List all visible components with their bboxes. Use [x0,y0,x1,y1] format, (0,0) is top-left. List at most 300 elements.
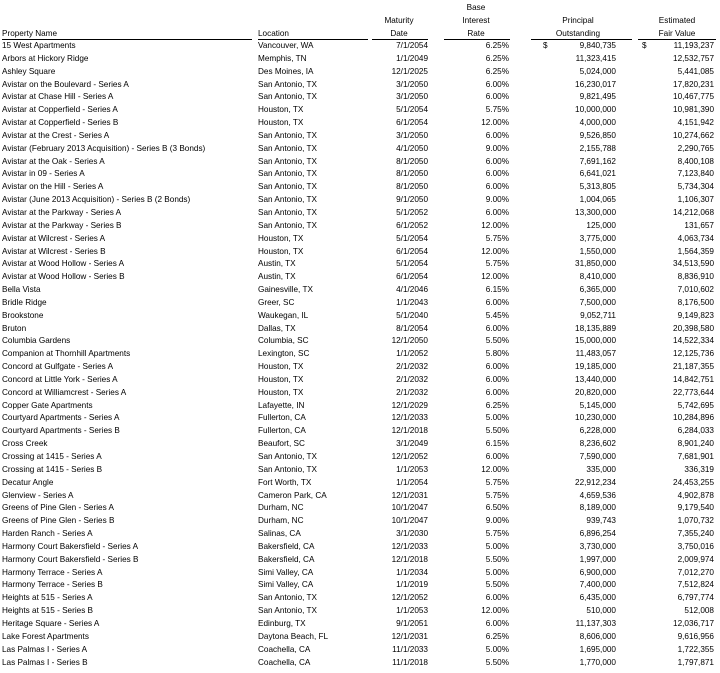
fair-value-cell: 14,212,068 [673,207,714,217]
table-row [0,220,720,233]
property-name-cell: Harmony Terrace - Series A [2,567,103,577]
fair-value-cell: 1,797,871 [677,657,714,667]
table-row [0,605,720,618]
property-name-cell: Columbia Gardens [2,336,71,346]
location-cell: Simi Valley, CA [258,567,314,577]
location-cell: Austin, TX [258,272,296,282]
fair-value-cell: 17,820,231 [673,79,714,89]
maturity-date-cell: 7/1/2054 [396,41,428,50]
table-row [0,143,720,156]
maturity-date-cell: 9/1/2050 [396,195,428,205]
fair-value-cell: 7,123,840 [677,169,714,179]
property-name-cell: Avistar at Wood Hollow - Series B [2,272,125,282]
property-name-cell: Greens of Pine Glen - Series B [2,516,115,526]
maturity-date-cell: 2/1/2032 [396,374,428,384]
property-name-cell: Glenview - Series A [2,490,74,500]
header-location [258,0,368,40]
fair-value-cell: 5,734,304 [677,182,714,192]
fair-value-cell: 2,009,974 [677,554,714,564]
location-cell: Houston, TX [258,362,304,372]
location-cell: Houston, TX [258,118,304,128]
table-row [0,528,720,541]
location-cell: Waukegan, IL [258,310,309,320]
principal-cell: 31,850,000 [575,259,616,269]
table-row [0,631,720,644]
fair-value-cell: 7,010,602 [677,285,714,295]
header-principal-outstanding [528,0,628,40]
principal-cell: 1,997,000 [579,554,616,564]
table-row [0,387,720,400]
location-cell: Gainesville, TX [258,285,313,295]
fair-value-cell: 14,842,751 [673,374,714,384]
principal-cell: 3,730,000 [579,541,616,551]
interest-rate-cell: 6.00% [485,374,509,384]
principal-cell: 6,365,000 [579,285,616,295]
maturity-date-cell: 6/1/2054 [396,246,428,256]
property-name-cell: Avistar at Copperfield - Series B [2,118,119,128]
property-name-cell: Harmony Court Bakersfield - Series A [2,541,139,551]
fair-value-cell: 8,901,240 [677,439,714,449]
principal-cell: 1,004,065 [579,195,616,205]
principal-cell: 5,024,000 [579,66,616,76]
header-base-interest-rate [444,0,508,40]
interest-rate-cell: 6.00% [485,323,509,333]
fair-value-cell: 1,564,359 [677,246,714,256]
property-name-cell: Decatur Angle [2,477,54,487]
interest-rate-cell: 5.80% [485,349,509,359]
maturity-date-cell: 1/1/2053 [396,464,428,474]
table-row [0,323,720,336]
property-name-cell: Companion at Thornhill Apartments [2,349,131,359]
table-row [0,181,720,194]
interest-rate-cell: 6.15% [485,439,509,449]
table-row [0,579,720,592]
principal-cell: 6,228,000 [579,426,616,436]
fair-value-cell: 1,106,307 [677,195,714,205]
maturity-date-cell: 12/1/2029 [391,400,428,410]
maturity-date-cell: 5/1/2054 [396,105,428,115]
location-cell: Des Moines, IA [258,66,314,76]
fair-value-cell: 1,070,732 [677,516,714,526]
header-line: Estimated [658,16,696,25]
maturity-date-cell: 12/1/2050 [391,336,428,346]
principal-cell: 510,000 [586,606,616,616]
principal-cell: 20,820,000 [575,387,616,397]
property-name-cell: Avistar at Chase Hill - Series A [2,92,114,102]
maturity-date-cell: 12/1/2031 [391,631,428,641]
maturity-date-cell: 12/1/2033 [391,413,428,423]
interest-rate-cell: 5.50% [485,336,509,346]
property-name-cell: Arbors at Hickory Ridge [2,53,89,63]
fair-value-cell: 22,773,644 [673,387,714,397]
location-cell: Edinburg, TX [258,618,306,628]
maturity-date-cell: 12/1/2025 [391,66,428,76]
interest-rate-cell: 9.00% [485,143,509,153]
maturity-date-cell: 5/1/2052 [396,207,428,217]
table-row [0,592,720,605]
property-name-cell: Las Palmas I - Series B [2,657,88,667]
maturity-date-cell: 8/1/2050 [396,182,428,192]
table-row [0,53,720,66]
table-row [0,104,720,117]
interest-rate-cell: 6.00% [485,92,509,102]
table-row [0,412,720,425]
fair-value-cell: 24,453,255 [673,477,714,487]
maturity-date-cell: 3/1/2050 [396,92,428,102]
interest-rate-cell: 6.00% [485,169,509,179]
principal-cell: 9,821,495 [579,92,616,102]
interest-rate-cell: 6.25% [485,400,509,410]
maturity-date-cell: 5/1/2040 [396,310,428,320]
table-row [0,451,720,464]
maturity-date-cell: 1/1/2052 [396,349,428,359]
fair-value-cell: 14,522,334 [673,336,714,346]
table-row [0,502,720,515]
principal-cell: 3,775,000 [579,233,616,243]
maturity-date-cell: 12/1/2052 [391,593,428,603]
maturity-date-cell: 1/1/2034 [396,567,428,577]
principal-cell: 7,400,000 [579,580,616,590]
location-cell: San Antonio, TX [258,169,318,179]
location-cell: Fort Worth, TX [258,477,312,487]
header-property-name [2,0,252,40]
maturity-date-cell: 1/1/2054 [396,477,428,487]
location-cell: Houston, TX [258,233,304,243]
location-cell: Cameron Park, CA [258,490,327,500]
principal-cell: 1,550,000 [579,246,616,256]
location-cell: San Antonio, TX [258,207,318,217]
interest-rate-cell: 5.75% [485,529,509,539]
principal-cell: 15,000,000 [575,336,616,346]
property-name-cell: Copper Gate Apartments [2,400,93,410]
property-name-cell: Bruton [2,323,27,333]
interest-rate-cell: 6.00% [485,156,509,166]
location-cell: San Antonio, TX [258,220,318,230]
table-row [0,258,720,271]
location-cell: Houston, TX [258,105,304,115]
maturity-date-cell: 12/1/2033 [391,541,428,551]
principal-cell: 1,770,000 [579,657,616,667]
property-name-cell: Ashley Square [2,66,56,76]
fair-value-cell: 8,836,910 [677,272,714,282]
principal-cell: 11,323,415 [575,53,616,63]
principal-cell: 6,900,000 [579,567,616,577]
interest-rate-cell: 6.00% [485,452,509,461]
maturity-date-cell: 3/1/2050 [396,79,428,89]
table-row [0,567,720,580]
property-name-cell: Greens of Pine Glen - Series A [2,503,114,513]
principal-cell: 9,526,850 [579,130,616,140]
location-cell: San Antonio, TX [258,452,318,461]
maturity-date-cell: 9/1/2051 [396,618,428,628]
maturity-date-cell: 2/1/2032 [396,387,428,397]
fair-value-cell: 34,513,590 [673,259,714,269]
interest-rate-cell: 12.00% [481,464,509,474]
fair-value-cell: 12,036,717 [673,618,714,628]
principal-cell: 6,896,254 [579,529,616,539]
fair-value-cell: 4,902,878 [677,490,714,500]
principal-cell: 8,410,000 [579,272,616,282]
fair-value-cell: 12,532,757 [673,53,714,63]
location-cell: San Antonio, TX [258,182,318,192]
table-row [0,168,720,181]
location-cell: San Antonio, TX [258,92,318,102]
property-name-cell: Concord at Williamcrest - Series A [2,387,127,397]
location-cell: Austin, TX [258,259,296,269]
table-row [0,79,720,92]
interest-rate-cell: 5.00% [485,567,509,577]
fair-value-cell: 9,179,540 [677,503,714,513]
interest-rate-cell: 6.00% [485,362,509,372]
maturity-date-cell: 8/1/2054 [396,323,428,333]
table-row [0,361,720,374]
interest-rate-cell: 6.15% [485,285,509,295]
location-cell: San Antonio, TX [258,195,318,205]
interest-rate-cell: 5.45% [485,310,509,320]
maturity-date-cell: 8/1/2050 [396,156,428,166]
principal-cell: 19,185,000 [575,362,616,372]
interest-rate-cell: 6.25% [485,66,509,76]
location-cell: San Antonio, TX [258,606,318,616]
principal-cell: 10,230,000 [575,413,616,423]
property-name-cell: Heritage Square - Series A [2,618,100,628]
location-cell: Durham, NC [258,503,304,513]
location-cell: Fullerton, CA [258,426,306,436]
location-cell: Salinas, CA [258,529,301,539]
location-cell: Simi Valley, CA [258,580,314,590]
property-name-cell: Courtyard Apartments - Series B [2,426,120,436]
principal-cell: 4,659,536 [579,490,616,500]
maturity-date-cell: 12/1/2052 [391,452,428,461]
location-cell: San Antonio, TX [258,143,318,153]
maturity-date-cell: 12/1/2018 [391,426,428,436]
principal-cell: 9,052,711 [580,310,616,320]
location-cell: Daytona Beach, FL [258,631,329,641]
property-name-cell: Crossing at 1415 - Series B [2,464,103,474]
property-name-cell: Avistar at Wood Hollow - Series A [2,259,125,269]
interest-rate-cell: 5.50% [485,426,509,436]
maturity-date-cell: 11/1/2033 [392,644,428,654]
fair-value-cell: 6,284,033 [677,426,714,436]
fair-value-cell: 7,012,270 [677,567,714,577]
header-line: Property Name [2,29,58,38]
location-cell: Bakersfield, CA [258,554,315,564]
location-cell: Lafayette, IN [258,400,305,410]
table-row [0,156,720,169]
location-cell: Lexington, SC [258,349,310,359]
table-row [0,194,720,207]
interest-rate-cell: 6.00% [485,79,509,89]
principal-cell: 8,606,000 [579,631,616,641]
table-row [0,541,720,554]
table-row [0,374,720,387]
principal-cell: 6,641,021 [579,169,616,179]
table-row [0,130,720,143]
header-line: Principal [562,16,594,25]
interest-rate-cell: 9.00% [485,195,509,205]
table-row [0,348,720,361]
interest-rate-cell: 5.50% [485,657,509,667]
fair-value-cell: 4,063,734 [677,233,714,243]
interest-rate-cell: 5.00% [485,541,509,551]
location-cell: San Antonio, TX [258,464,318,474]
table-row [0,400,720,413]
maturity-date-cell: 6/1/2054 [396,272,428,282]
location-cell: Coachella, CA [258,657,311,667]
interest-rate-cell: 6.00% [485,207,509,217]
principal-cell: 335,000 [586,464,616,474]
principal-cell: 18,135,889 [575,323,616,333]
fair-value-cell: 9,616,956 [677,631,714,641]
interest-rate-cell: 12.00% [481,272,509,282]
table-row [0,490,720,503]
location-cell: San Antonio, TX [258,79,318,89]
property-name-cell: Avistar at Copperfield - Series A [2,105,118,115]
principal-cell: 125,000 [586,220,616,230]
interest-rate-cell: 5.75% [485,233,509,243]
property-name-cell: Concord at Gulfgate - Series A [2,362,114,372]
interest-rate-cell: 12.00% [481,246,509,256]
table-body [0,40,720,669]
property-name-cell: Avistar at Wilcrest - Series B [2,246,106,256]
maturity-date-cell: 4/1/2046 [396,285,428,295]
table-row [0,425,720,438]
property-name-cell: Avistar at the Parkway - Series B [2,220,122,230]
maturity-date-cell: 3/1/2050 [396,130,428,140]
header-line: Fair Value [658,29,696,38]
fair-value-cell: 5,742,695 [677,400,714,410]
interest-rate-cell: 6.00% [485,387,509,397]
maturity-date-cell: 1/1/2049 [396,53,428,63]
header-line: Location [258,29,289,38]
fair-value-cell: 5,441,085 [677,66,714,76]
property-name-cell: Crossing at 1415 - Series A [2,452,102,461]
fair-value-cell: 7,355,240 [677,529,714,539]
principal-cell: 7,590,000 [579,452,616,461]
maturity-date-cell: 12/1/2018 [391,554,428,564]
interest-rate-cell: 5.75% [485,490,509,500]
property-name-cell: Harmony Court Bakersfield - Series B [2,554,139,564]
table-row [0,117,720,130]
principal-cell: 8,189,000 [579,503,616,513]
property-name-cell: Bridle Ridge [2,297,47,307]
interest-rate-cell: 5.50% [485,554,509,564]
property-name-cell: Bella Vista [2,285,41,295]
location-cell: Coachella, CA [258,644,311,654]
property-name-cell: Avistar on the Hill - Series A [2,182,104,192]
principal-cell: 7,500,000 [579,297,616,307]
interest-rate-cell: 5.75% [485,105,509,115]
interest-rate-cell: 6.00% [485,297,509,307]
interest-rate-cell: 12.00% [481,220,509,230]
header-line: Maturity [384,16,414,25]
table-row [0,310,720,323]
interest-rate-cell: 6.00% [485,182,509,192]
interest-rate-cell: 6.00% [485,593,509,603]
interest-rate-cell: 6.00% [485,130,509,140]
principal-cell: 5,145,000 [579,400,616,410]
currency-symbol: $ [543,41,548,50]
principal-cell: 9,840,735 [579,41,616,50]
maturity-date-cell: 11/1/2018 [392,657,428,667]
fair-value-cell: 336,319 [684,464,714,474]
interest-rate-cell: 5.50% [485,580,509,590]
fair-value-cell: 10,467,775 [673,92,714,102]
header-line: Date [390,29,408,38]
location-cell: Beaufort, SC [258,439,305,449]
table-row [0,554,720,567]
maturity-date-cell: 1/1/2043 [396,297,428,307]
interest-rate-cell: 6.25% [485,53,509,63]
location-cell: San Antonio, TX [258,593,318,603]
location-cell: Memphis, TN [258,53,307,63]
location-cell: Durham, NC [258,516,304,526]
interest-rate-cell: 6.50% [485,503,509,513]
principal-cell: 13,300,000 [575,207,616,217]
maturity-date-cell: 12/1/2031 [391,490,428,500]
table-row [0,477,720,490]
principal-cell: 13,440,000 [575,374,616,384]
property-name-cell: Harmony Terrace - Series B [2,580,103,590]
principal-cell: 11,483,057 [575,349,616,359]
fair-value-cell: 512,008 [684,606,714,616]
location-cell: San Antonio, TX [258,156,318,166]
maturity-date-cell: 5/1/2054 [396,259,428,269]
table-row [0,40,720,53]
fair-value-cell: 20,398,580 [673,323,714,333]
interest-rate-cell: 6.25% [485,631,509,641]
maturity-date-cell: 2/1/2032 [396,362,428,372]
property-name-cell: Cross Creek [2,439,48,449]
table-row [0,464,720,477]
maturity-date-cell: 4/1/2050 [396,143,428,153]
location-cell: Dallas, TX [258,323,296,333]
location-cell: Columbia, SC [258,336,309,346]
location-cell: Houston, TX [258,374,304,384]
header-line: Base [466,3,486,12]
principal-cell: 22,912,234 [575,477,616,487]
property-name-cell: Avistar at the Oak - Series A [2,156,105,166]
interest-rate-cell: 5.75% [485,477,509,487]
property-name-cell: Avistar on the Boulevard - Series A [2,79,129,89]
principal-cell: 4,000,000 [579,118,616,128]
fair-value-cell: 10,981,390 [673,105,714,115]
fair-value-cell: 6,797,774 [677,593,714,603]
fair-value-cell: 11,193,237 [673,41,714,50]
fair-value-cell: 9,149,823 [677,310,714,320]
fair-value-cell: 3,750,016 [677,541,714,551]
property-name-cell: Harden Ranch - Series A [2,529,93,539]
principal-cell: 5,313,805 [579,182,616,192]
fair-value-cell: 10,274,662 [673,130,714,140]
table-row [0,271,720,284]
fair-value-cell: 12,125,736 [673,349,714,359]
interest-rate-cell: 5.00% [485,413,509,423]
location-cell: Fullerton, CA [258,413,306,423]
property-name-cell: 15 West Apartments [2,41,76,50]
property-name-cell: Avistar at Wilcrest - Series A [2,233,106,243]
table-row [0,297,720,310]
property-name-cell: Avistar (February 2013 Acquisition) - Series B (3 Bonds) [2,143,206,153]
fair-value-cell: 4,151,942 [677,118,714,128]
location-cell: Vancouver, WA [258,41,314,50]
property-name-cell: Avistar at the Parkway - Series A [2,207,122,217]
fair-value-cell: 8,400,108 [677,156,714,166]
fair-value-cell: 2,290,765 [677,143,714,153]
maturity-date-cell: 6/1/2054 [396,118,428,128]
table-row [0,618,720,631]
fair-value-cell: 7,681,901 [677,452,714,461]
